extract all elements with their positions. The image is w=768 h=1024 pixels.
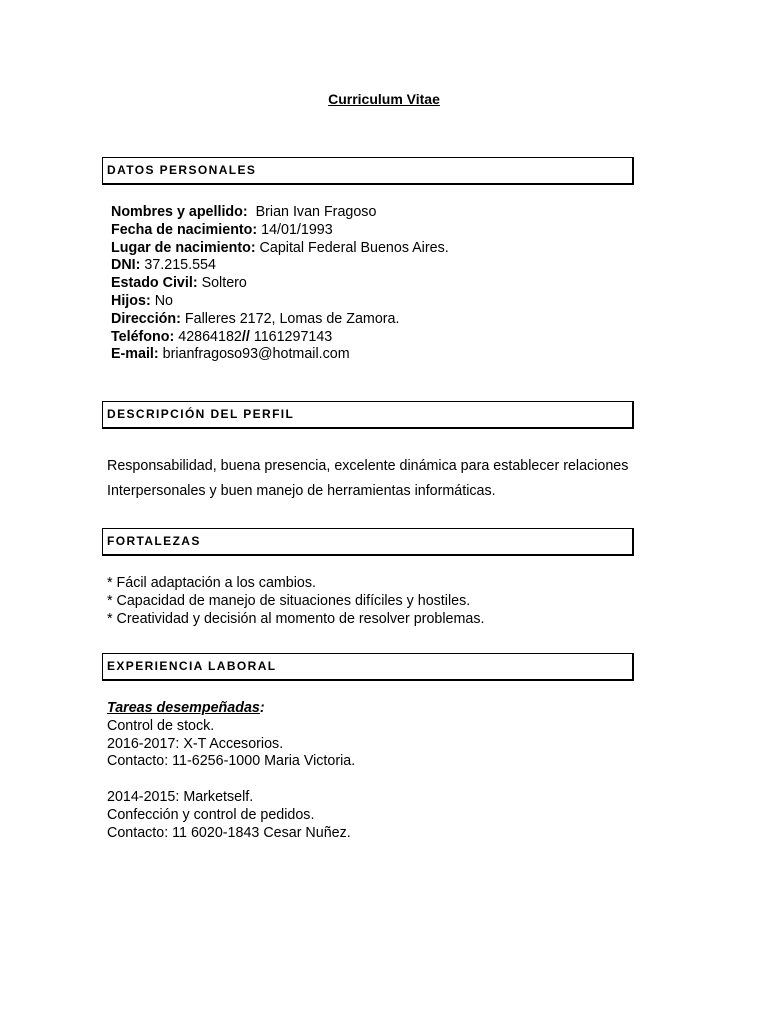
- value-dni: 37.215.554: [140, 257, 216, 274]
- personal-row-civil-status: [111, 275, 449, 293]
- personal-row-birthdate: [111, 222, 449, 240]
- list-item: * Fácil adaptación a los cambios.: [107, 575, 317, 591]
- label-phone: Teléfono:: [111, 328, 175, 345]
- personal-row-birthplace: [111, 240, 449, 258]
- label-name: Nombres y apellido:: [111, 204, 248, 220]
- label-birthplace: Lugar de nacimiento:: [111, 239, 256, 256]
- tasks-heading-colon: :: [259, 700, 265, 716]
- section-title-experience: EXPERIENCIA LABORAL: [107, 659, 277, 673]
- document-title: Curriculum Vitae: [328, 91, 440, 107]
- label-birthdate: Fecha de nacimiento:: [111, 221, 258, 238]
- value-children: No: [150, 292, 173, 309]
- section-header-personal: [102, 157, 634, 185]
- personal-row-name: [111, 204, 449, 222]
- value-name: Brian Ivan Fragoso: [247, 204, 377, 220]
- experience-line: 2014-2015: Marketself.: [107, 788, 254, 805]
- list-item: * Capacidad de manejo de situaciones difíciles y hostiles.: [107, 592, 471, 609]
- spacer: [107, 771, 355, 789]
- value-civil-status: Soltero: [197, 275, 247, 292]
- profile-line: Interpersonales y buen manejo de herramientas informáticas.: [107, 483, 496, 499]
- value-birthdate: 14/01/1993: [257, 221, 333, 238]
- section-title-personal: DATOS PERSONALES: [107, 163, 257, 177]
- phone-separator: //: [241, 328, 250, 345]
- label-address: Dirección:: [111, 310, 181, 327]
- personal-row-children: [111, 293, 449, 311]
- personal-data-block: [111, 204, 449, 364]
- tasks-heading-label: Tareas desempeñadas: [107, 700, 260, 716]
- experience-line: Contacto: 11-6256-1000 Maria Victoria.: [107, 753, 356, 770]
- label-children: Hijos:: [111, 292, 151, 309]
- experience-line: Confección y control de pedidos.: [107, 806, 315, 823]
- value-phone: 42864182: [174, 328, 242, 345]
- tasks-heading: [107, 700, 355, 718]
- section-title-profile: DESCRIPCIÓN DEL PERFIL: [107, 407, 295, 421]
- value-birthplace: Capital Federal Buenos Aires.: [255, 239, 449, 256]
- label-email: E-mail:: [111, 346, 159, 363]
- label-dni: DNI:: [111, 257, 141, 274]
- section-header-experience: [102, 653, 634, 681]
- section-header-profile: [102, 401, 634, 429]
- section-header-strengths: [102, 528, 634, 556]
- value-address: Falleres 2172, Lomas de Zamora.: [180, 310, 400, 327]
- experience-block: [107, 700, 355, 842]
- strengths-list: [107, 575, 484, 628]
- value-phone-mobile: 1161297143: [249, 328, 333, 345]
- personal-row-phone: [111, 329, 449, 347]
- personal-row-email: [111, 346, 449, 364]
- value-email: brianfragoso93@hotmail.com: [158, 346, 350, 363]
- experience-line: Control de stock.: [107, 717, 215, 734]
- experience-line: 2016-2017: X-T Accesorios.: [107, 735, 284, 752]
- personal-row-address: [111, 311, 449, 329]
- list-item: * Creatividad y decisión al momento de resolver problemas.: [107, 610, 485, 627]
- label-civil-status: Estado Civil:: [111, 275, 198, 292]
- personal-row-dni: [111, 257, 449, 275]
- profile-description: [107, 454, 628, 504]
- profile-line: Responsabilidad, buena presencia, excelente dinámica para establecer relaciones: [107, 458, 629, 474]
- experience-line: Contacto: 11 6020-1843 Cesar Nuñez.: [107, 824, 351, 841]
- section-title-strengths: FORTALEZAS: [107, 534, 201, 548]
